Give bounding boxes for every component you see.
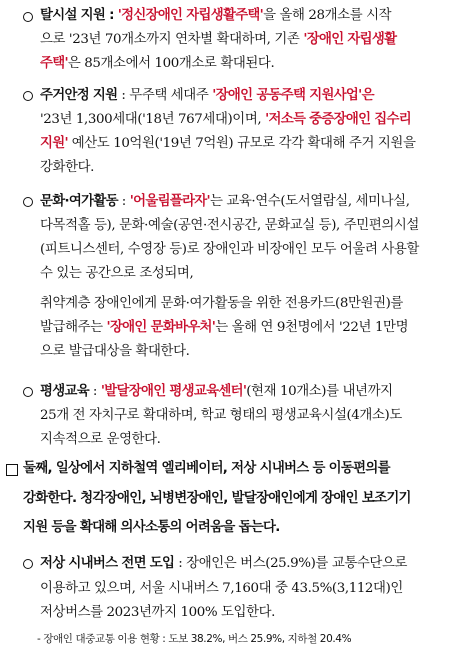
circle-bullet-icon (23, 12, 33, 22)
text-line (40, 135, 416, 153)
footnote: - 장애인 대중교통 이용 현황 : 도보 38.2%, 버스 25.9%, 지하철 20.4% (37, 633, 352, 645)
highlight-term: 지원' (40, 136, 68, 151)
text-segment: 탈시설 지원 : (40, 8, 118, 23)
highlight-term: '장애인 문화바우처' (106, 320, 216, 335)
text-segment: : 장애인은 버스(25.9%)를 교통수단으로 (178, 556, 408, 571)
section-heading-line (23, 460, 390, 478)
item-label: 주거안정 지원 (40, 88, 122, 103)
circle-bullet-icon (23, 559, 33, 569)
text-line (40, 383, 393, 401)
text-line (40, 159, 94, 177)
text-line (40, 555, 407, 573)
highlight-term: '저소득 중증장애인 집수리 (265, 112, 412, 127)
text-segment: : (92, 384, 101, 399)
highlight-term: '어울림플라자' (129, 194, 210, 209)
text-line (40, 265, 193, 283)
text-line (40, 241, 419, 259)
text-line (40, 407, 402, 425)
section-low-floor-bus (0, 548, 467, 656)
text-segment: 25개 전 자치구로 확대하며, 학교 형태의 평생교육시설(4개소)도 (40, 408, 402, 423)
item-label: 저상 시내버스 전면 도입 (40, 556, 179, 571)
text-line (40, 193, 410, 211)
section-housing-support (0, 84, 467, 184)
text-segment: : 무주택 세대주 (121, 88, 213, 103)
text-segment: 지원 등을 확대해 의사소통의 어려움을 돕는다. (23, 520, 280, 535)
text-segment: 는 올해 연 9천명에서 '22년 1만명 (215, 320, 409, 335)
text-line (40, 55, 274, 73)
item-label: 평생교육 (40, 384, 93, 399)
section-facility-support (0, 0, 467, 70)
text-segment (40, 194, 130, 209)
text-segment: 저상버스를 2023년까지 100% 도입한다. (40, 605, 276, 620)
square-bullet-icon (6, 464, 18, 476)
text-segment: 은 85개소에서 100개소로 확대된다. (67, 56, 275, 71)
section-lifelong-education (0, 376, 467, 452)
highlight-term: '장애인 공동주택 지원사업' (212, 88, 362, 103)
item-label: 문화·여가활동 (40, 194, 122, 209)
highlight-term: '발달장애인 평생교육센터' (100, 384, 247, 399)
text-line (40, 111, 411, 129)
text-line (40, 295, 403, 313)
text-segment: 이용하고 있으며, 서울 시내버스 7,160대 중 43.5%(3,112대)인 (40, 581, 403, 596)
text-segment: 은 (361, 88, 374, 103)
text-line (40, 431, 161, 449)
text-segment: 강화한다. (40, 160, 94, 175)
highlight-term: '장애인 자립생활 (303, 32, 397, 47)
text-segment: 지속적으로 운영한다. (40, 432, 161, 447)
section-culture-leisure (0, 188, 467, 368)
text-line (40, 87, 374, 105)
text-segment: (피트니스센터, 수영장 등)로 장애인과 비장애인 모두 어울려 사용할 (40, 242, 419, 257)
circle-bullet-icon (23, 91, 33, 101)
section-heading-line (23, 490, 411, 508)
text-line (40, 604, 275, 622)
text-segment (40, 88, 212, 103)
text-segment: 으로 발급대상을 확대한다. (40, 344, 190, 359)
text-segment: : (121, 194, 130, 209)
text-segment: 으로 '23년 70개소까지 연차별 확대하며, 기존 (40, 32, 304, 47)
text-line (40, 580, 403, 598)
text-segment (40, 556, 407, 571)
text-segment: (현재 10개소)를 내년까지 (246, 384, 393, 399)
text-segment: 발급해주는 (40, 320, 107, 335)
text-segment: 취약계층 장애인에게 문화·여가활동을 위한 전용카드(8만원권)를 (40, 296, 403, 311)
highlight-term: '정신장애인 자립생활주택' (117, 8, 264, 23)
text-line (40, 7, 391, 25)
text-segment: 둘째, 일상에서 지하철역 엘리베이터, 저상 시내버스 등 이동편의를 (23, 461, 390, 476)
text-segment: 강화한다. 청각장애인, 뇌병변장애인, 발달장애인에게 장애인 보조기기 (23, 491, 411, 506)
circle-bullet-icon (23, 387, 33, 397)
highlight-term: 주택' (40, 56, 68, 71)
text-segment: 을 올해 28개소를 시작 (263, 8, 392, 23)
text-segment: 다목적홀 등), 문화·예술(공연·전시공간, 문화교실 등), 주민편의시설 (40, 218, 419, 233)
circle-bullet-icon (23, 197, 33, 207)
text-segment: 는 교육·연수(도서열람실, 세미나실, (209, 194, 410, 209)
text-segment: 예산도 10억원('19년 7억원) 규모로 각각 확대해 주거 지원을 (67, 136, 416, 151)
text-line (40, 217, 419, 235)
text-line (40, 31, 396, 49)
section-heading-line (23, 519, 280, 537)
text-segment: 수 있는 공간으로 조성되며, (40, 266, 194, 281)
section-mobility-access (0, 452, 467, 542)
text-segment (40, 384, 101, 399)
text-line (40, 343, 189, 361)
text-segment: '23년 1,300세대('18년 767세대)이며, (40, 112, 266, 127)
text-line (40, 319, 408, 337)
